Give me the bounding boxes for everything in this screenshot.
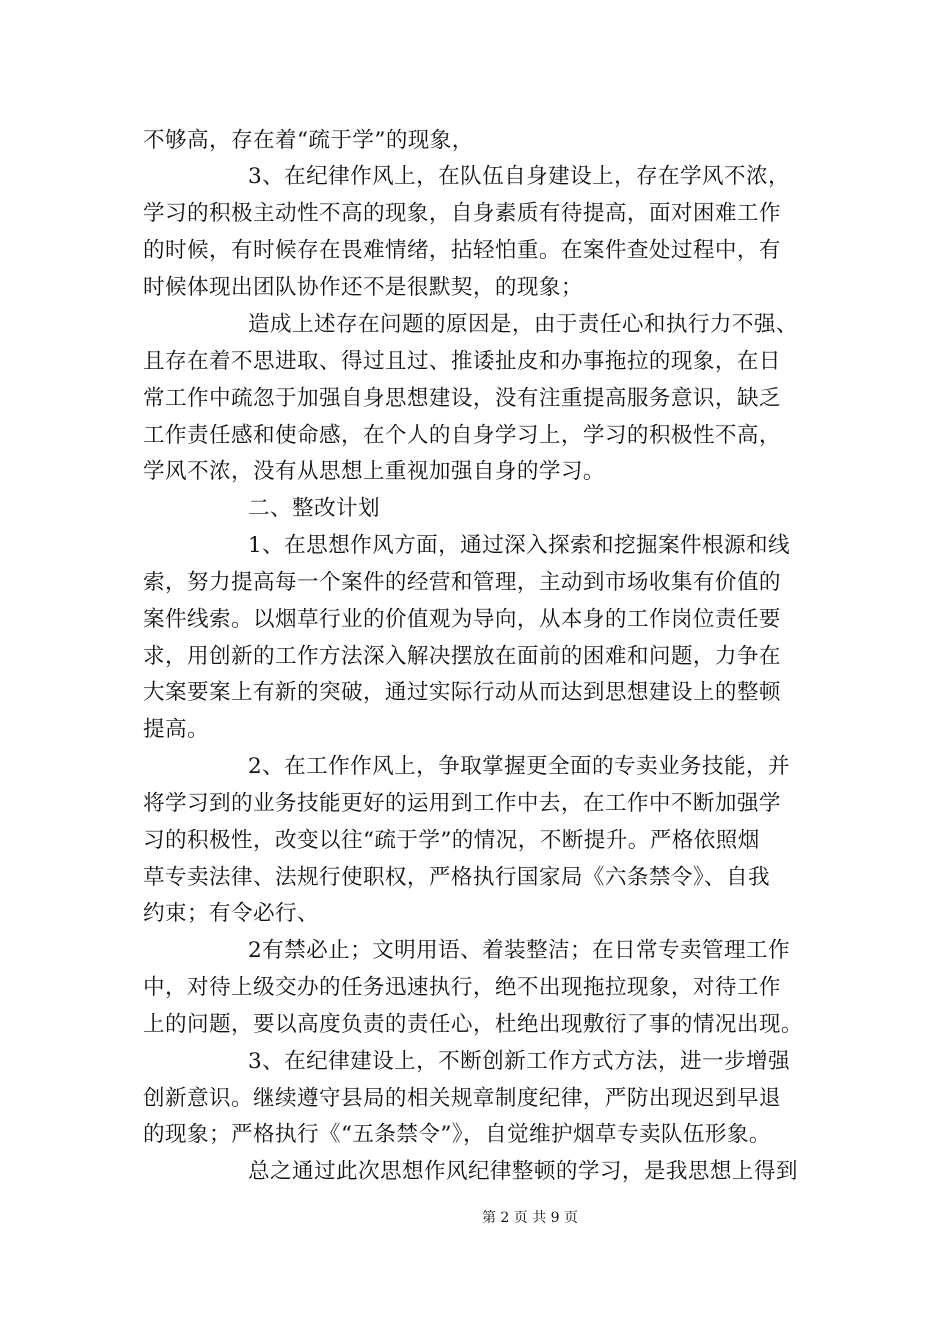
text-line: 大案要案上有新的突破，通过实际行动从而达到思想建设上的整顿 <box>143 680 781 705</box>
text-line: 约束；有令必行、 <box>143 901 319 926</box>
text-line: 2、在工作作风上，争取掌握更全面的专卖业务技能，并 <box>248 754 790 779</box>
text-line: 的现象；严格执行《“五条禁令”》，自觉维护烟草专卖队伍形象。 <box>143 1122 771 1147</box>
text-line: 将学习到的业务技能更好的运用到工作中去，在工作中不断加强学 <box>143 791 781 816</box>
text-line: 3、在纪律作风上，在队伍自身建设上，存在学风不浓， <box>248 164 790 189</box>
text-line: 中，对待上级交办的任务迅速执行，绝不出现拖拉现象，对待工作 <box>143 975 781 1000</box>
text-line: 常工作中疏忽于加强自身思想建设，没有注重提高服务意识，缺乏 <box>143 386 781 411</box>
text-line: 案件线索。以烟草行业的价值观为导向，从本身的工作岗位责任要 <box>143 607 781 632</box>
text-line: 3、在纪律建设上，不断创新工作方式方法，进一步增强 <box>248 1049 790 1074</box>
text-line: 工作责任感和使命感，在个人的自身学习上，学习的积极性不高， <box>143 423 781 448</box>
text-line: 2有禁必止；文明用语、着装整洁；在日常专卖管理工作 <box>248 938 790 963</box>
section-heading: 二、整改计划 <box>248 496 380 521</box>
text-line: 总之通过此次思想作风纪律整顿的学习，是我思想上得到 <box>248 1159 798 1184</box>
text-line: 1、在思想作风方面，通过深入探索和挖掘案件根源和线 <box>248 533 790 558</box>
text-line: 时候体现出团队协作还不是很默契，的现象； <box>143 275 583 300</box>
text-line: 创新意识。继续遵守县局的相关规章制度纪律，严防出现迟到早退 <box>143 1086 781 1111</box>
text-line: 学习的积极主动性不高的现象，自身素质有待提高，面对困难工作 <box>143 201 781 226</box>
text-line: 习的积极性，改变以往“疏于学”的情况，不断提升。严格依照烟 <box>143 828 760 853</box>
text-line: 索，努力提高每一个案件的经营和管理，主动到市场收集有价值的 <box>143 570 781 595</box>
text-line: 草专卖法律、法规行使职权，严格执行国家局《六条禁令》、自我 <box>143 865 771 890</box>
text-line: 且存在着不思进取、得过且过、推诿扯皮和办事拖拉的现象，在日 <box>143 349 781 374</box>
text-line: 求，用创新的工作方法深入解决摆放在面前的困难和问题，力争在 <box>143 644 781 669</box>
text-line: 的时候，有时候存在畏难情绪，拈轻怕重。在案件查处过程中，有 <box>143 238 781 263</box>
page-number: 第 2 页 共 9 页 <box>481 1210 579 1226</box>
text-line: 提高。 <box>143 717 209 742</box>
page-footer <box>0 1208 950 1228</box>
text-line: 学风不浓，没有从思想上重视加强自身的学习。 <box>143 459 605 484</box>
text-line: 造成上述存在问题的原因是，由于责任心和执行力不强、 <box>248 312 798 337</box>
text-line: 上的问题，要以高度负责的责任心，杜绝出现敷衍了事的情况出现。 <box>143 1012 803 1037</box>
text-line: 不够高，存在着“疏于学”的现象， <box>143 128 474 153</box>
